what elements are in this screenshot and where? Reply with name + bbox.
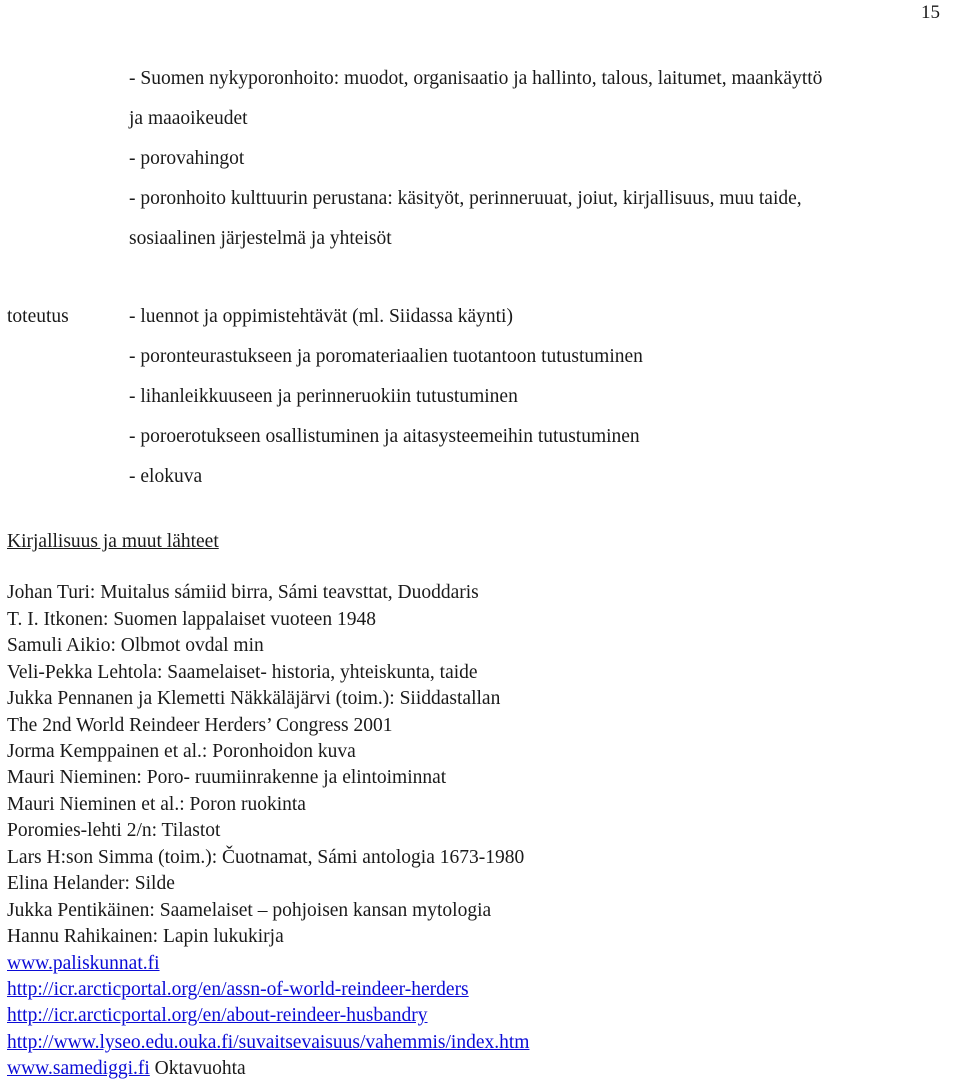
reference-item: Lars H:son Simma (toim.): Čuotnamat, Sámi antologia 1673-1980 (7, 847, 525, 868)
toteutus-item: - poroerotukseen osallistuminen ja aitasysteemeihin tutustuminen (129, 426, 640, 447)
link-paliskunnat[interactable]: www.paliskunnat.fi (7, 953, 160, 974)
reference-item: Poromies-lehti 2/n: Tilastot (7, 820, 221, 841)
toteutus-item: - luennot ja oppimistehtävät (ml. Siidassa käynti) (129, 306, 513, 327)
list-item: ja maaoikeudet (129, 108, 248, 129)
reference-item: The 2nd World Reindeer Herders’ Congress 2001 (7, 715, 393, 736)
link-samediggi[interactable]: www.samediggi.fi (7, 1058, 150, 1079)
list-item: - Suomen nykyporonhoito: muodot, organisaatio ja hallinto, talous, laitumet, maankäyttö (129, 68, 823, 89)
reference-item: Elina Helander: Silde (7, 873, 175, 894)
list-item: - porovahingot (129, 148, 245, 169)
list-item: - poronhoito kulttuurin perustana: käsityöt, perinneruuat, joiut, kirjallisuus, muu taide, (129, 188, 802, 209)
page-number: 15 (921, 2, 940, 23)
reference-item: Johan Turi: Muitalus sámiid birra, Sámi teavsttat, Duoddaris (7, 582, 479, 603)
link-reindeer-husbandry[interactable]: http://icr.arcticportal.org/en/about-reindeer-husbandry (7, 1005, 428, 1026)
link-lyseo[interactable]: http://www.lyseo.edu.ouka.fi/suvaitsevaisuus/vahemmis/index.htm (7, 1032, 530, 1053)
last-line (7, 1056, 246, 1082)
reference-item: Mauri Nieminen: Poro- ruumiinrakenne ja elintoiminnat (7, 767, 447, 788)
reference-item: Mauri Nieminen et al.: Poron ruokinta (7, 794, 306, 815)
toteutus-item: - poronteurastukseen ja poromateriaalien tuotantoon tutustuminen (129, 346, 643, 367)
sources-heading: Kirjallisuus ja muut lähteet (7, 531, 219, 552)
reference-item: Jukka Pennanen ja Klemetti Näkkäläjärvi (toim.): Siiddastallan (7, 688, 501, 709)
reference-item: Veli-Pekka Lehtola: Saamelaiset- historia, yhteiskunta, taide (7, 662, 478, 683)
link-reindeer-herders[interactable]: http://icr.arcticportal.org/en/assn-of-world-reindeer-herders (7, 979, 469, 1000)
toteutus-label: toteutus (7, 306, 69, 327)
reference-item: Samuli Aikio: Olbmot ovdal min (7, 635, 264, 656)
last-line-suffix: Oktavuohta (149, 1058, 246, 1079)
reference-item: Hannu Rahikainen: Lapin lukukirja (7, 926, 284, 947)
reference-item: Jukka Pentikäinen: Saamelaiset – pohjoisen kansan mytologia (7, 900, 492, 921)
toteutus-item: - elokuva (129, 466, 203, 487)
reference-item: Jorma Kemppainen et al.: Poronhoidon kuva (7, 741, 356, 762)
reference-item: T. I. Itkonen: Suomen lappalaiset vuoteen 1948 (7, 609, 376, 630)
toteutus-item: - lihanleikkuuseen ja perinneruokiin tutustuminen (129, 386, 518, 407)
list-item: sosiaalinen järjestelmä ja yhteisöt (129, 228, 392, 249)
